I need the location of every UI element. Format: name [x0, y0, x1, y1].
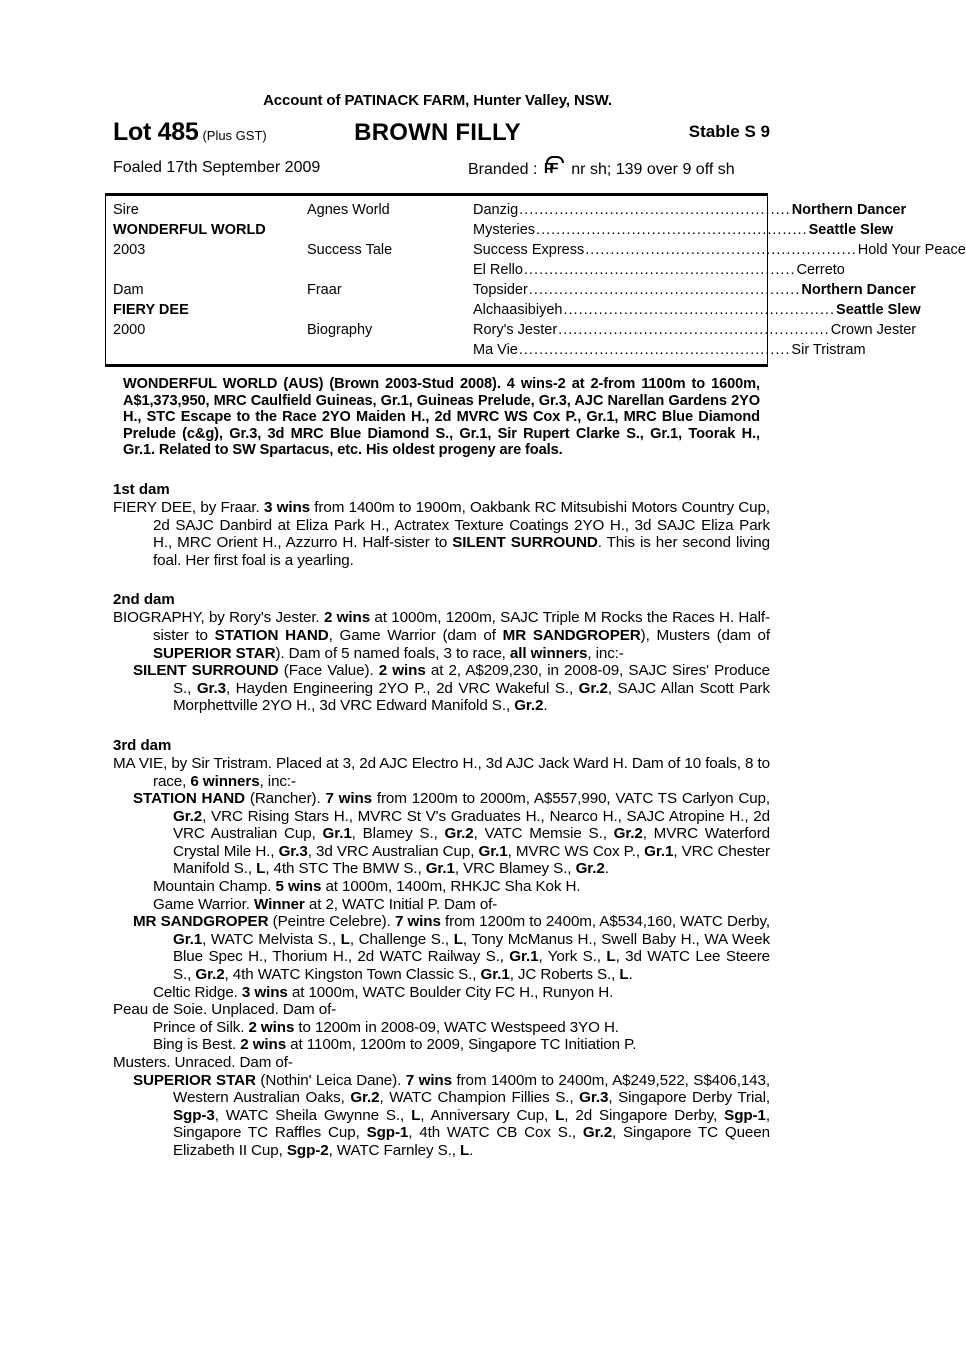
- entry-emphasis: 7 wins: [325, 790, 373, 808]
- third-gen-left: Mysteries: [473, 222, 536, 238]
- pedigree-row: [106, 280, 916, 300]
- third-gen-right: Sir Tristram: [791, 342, 866, 358]
- entry-text: , Hayden Engineering 2YO P., 2d VRC Wakeful S.,: [226, 679, 579, 697]
- sire-dam-name: Success Tale: [307, 242, 393, 258]
- entry-text: , Blamey S.,: [351, 825, 445, 843]
- entry-emphasis: 6 winners: [190, 772, 260, 790]
- entry-text: , Anniversary Cup,: [420, 1106, 556, 1124]
- entry-text: (Rancher).: [245, 790, 326, 808]
- entry-text: Prince of Silk.: [153, 1018, 249, 1036]
- entry-text: Bing is Best.: [153, 1036, 241, 1054]
- entry-text: MA VIE, by Sir Tristram. Placed at 3, 2d AJC Electro H., 3d AJC Jack Ward H. Dam of 10 foals, 8 to race,: [113, 754, 770, 790]
- leader-dots: ......................................................: [523, 262, 796, 278]
- leader-dots: ......................................................: [528, 282, 801, 298]
- branded-label: Branded :: [468, 161, 542, 178]
- entry-emphasis: Gr.1: [480, 966, 510, 984]
- dam-name: FIERY DEE: [113, 302, 189, 318]
- entry-text: , VRC Chester Manifold S.,: [173, 842, 770, 878]
- entry-emphasis: Gr.1: [425, 860, 455, 878]
- entry-emphasis: 5 wins: [275, 878, 322, 896]
- leader-dots: ......................................................: [518, 342, 791, 358]
- entry-text: ), Musters (dam of: [640, 626, 770, 644]
- entry-text: Game Warrior.: [153, 895, 254, 913]
- pedigree-row: [106, 200, 907, 220]
- dam-section: [105, 591, 770, 715]
- pedigree-row: [106, 320, 917, 340]
- entry-emphasis: 2 wins: [378, 662, 426, 680]
- entry-text: Mountain Champ.: [153, 878, 276, 896]
- branded-suffix: nr sh; 139 over 9 off sh: [566, 161, 735, 178]
- pedigree-third-gen-cell: [473, 300, 921, 320]
- stable-number: Stable S 9: [688, 122, 770, 141]
- sire-name: WONDERFUL WORLD: [113, 222, 266, 238]
- entry-emphasis: 2 wins: [248, 1018, 295, 1036]
- dam-label: Dam: [113, 282, 144, 298]
- entry-text: , 2d Singapore Derby,: [564, 1106, 725, 1124]
- brand-letters: PF: [543, 160, 554, 177]
- entry-text: at 1000m, 1400m, RHKJC Sha Kok H.: [321, 878, 581, 896]
- entry-text: .: [628, 966, 633, 984]
- entry-text: Peau de Soie. Unplaced. Dam of-: [113, 1001, 337, 1019]
- dam-sire-name: Fraar: [307, 282, 342, 298]
- entry-text: , 3d WATC Lee Steere S.,: [173, 948, 770, 984]
- third-gen-left: Success Express: [473, 242, 585, 258]
- entry-emphasis: L: [555, 1106, 565, 1124]
- entry-text: , VRC Rising Stars H., MVRC St V's Graduates H., Nearco H., SAJC Atropine H., 2d VRC Australian Cup,: [173, 807, 770, 843]
- third-gen-left: Danzig: [473, 202, 519, 218]
- entry-emphasis: MR SANDGROPER: [133, 913, 269, 931]
- third-gen-right: Seattle Slew: [808, 222, 894, 238]
- pedigree-third-gen-cell: [473, 320, 917, 340]
- pedigree-entry: [105, 878, 770, 896]
- entry-emphasis: Gr.2: [195, 966, 225, 984]
- entry-emphasis: Gr.2: [578, 679, 608, 697]
- third-gen-left: Ma Vie: [473, 342, 518, 358]
- entry-text: FIERY DEE, by Fraar.: [113, 498, 264, 516]
- leader-dots: ......................................................: [585, 242, 857, 258]
- catalogue-sheet: [105, 0, 966, 1160]
- lot-number: Lot 485: [113, 118, 199, 146]
- pedigree-row: [106, 300, 921, 320]
- entry-text: BIOGRAPHY, by Rory's Jester.: [113, 609, 324, 627]
- entry-emphasis: 2 wins: [323, 609, 371, 627]
- entry-text: at 1100m, 1200m to 2009, Singapore TC Initiation P.: [286, 1036, 637, 1054]
- entry-text: (Face Value).: [278, 662, 379, 680]
- dam-year: 2000: [113, 322, 146, 338]
- pf-brand-icon: [544, 159, 566, 177]
- entry-text: .: [469, 1141, 474, 1159]
- sire-label: Sire: [113, 202, 139, 218]
- entry-emphasis: STATION HAND: [133, 790, 246, 808]
- entry-emphasis: Gr.2: [350, 1089, 380, 1107]
- dam-section: [105, 481, 770, 569]
- pedigree-entry: [105, 662, 770, 715]
- sire-year: 2003: [113, 242, 146, 258]
- sire-sire-name: Agnes World: [307, 202, 390, 218]
- entry-text: , Singapore TC Raffles Cup,: [173, 1106, 770, 1142]
- entry-text: , WATC Sheila Gwynne S.,: [214, 1106, 412, 1124]
- pedigree-entry: [105, 896, 770, 914]
- entry-text: , 4th STC The BMW S.,: [265, 860, 426, 878]
- entry-text: ). Dam of 5 named foals, 3 to race,: [275, 644, 510, 662]
- entry-emphasis: Gr.2: [575, 860, 605, 878]
- pedigree-entry: [105, 984, 770, 1002]
- entry-emphasis: Gr.3: [579, 1089, 609, 1107]
- entry-emphasis: SUPERIOR STAR: [153, 644, 276, 662]
- entry-text: at 1000m, WATC Boulder City FC H., Runyon H.: [287, 983, 614, 1001]
- entry-text: Musters. Unraced. Dam of-: [113, 1054, 293, 1071]
- pedigree-third-gen-cell: [473, 240, 966, 260]
- pedigree-entry: [105, 1001, 770, 1019]
- entry-text: , VRC Blamey S.,: [454, 860, 576, 878]
- sire-summary-paragraph: WONDERFUL WORLD (AUS) (Brown 2003-Stud 2008). 4 wins-2 at 2-from 1100m to 1600m, A$1,373,950, MRC Caulfield Guineas, Gr.1, Guineas Prelude, Gr.3, AJC Narellan Gardens 2YO H., STC Escape to the Race 2YO Maiden H., 2d MVRC WS Cox P., Gr.1, MRC Blue Diamond Prelude (c&g), Gr.3, 3d MRC Blue Diamond S., Gr.1, Sir Rupert Clarke S., Gr.1, Toorak H., Gr.1. Related to SW Spartacus, etc. His oldest progeny are foals.: [123, 376, 760, 459]
- entry-text: , JC Roberts S.,: [509, 966, 620, 984]
- third-gen-left: Topsider: [473, 282, 528, 298]
- entry-text: , MVRC Waterford Crystal Mile H.,: [173, 825, 770, 860]
- dam-sections: [105, 481, 770, 1160]
- pedigree-entry: [105, 609, 770, 662]
- entry-text: . This is her second living foal. Her first foal is a yearling.: [153, 534, 770, 569]
- entry-emphasis: Gr.3: [278, 842, 308, 860]
- foaled-branded-row: [105, 159, 770, 183]
- leader-dots: ......................................................: [563, 302, 836, 318]
- entry-text: (Peintre Celebre).: [268, 913, 395, 931]
- entry-emphasis: Gr.2: [582, 1124, 613, 1142]
- dam-heading: 1st dam: [113, 480, 170, 498]
- entry-text: .: [604, 860, 609, 878]
- entry-text: , WATC Farnley S.,: [328, 1141, 460, 1159]
- pedigree-entry: [105, 755, 770, 790]
- entry-text: from 1400m to 2400m, A$249,522, S$406,143, Western Australian Oaks,: [173, 1071, 770, 1107]
- entry-text: , Challenge S.,: [349, 930, 454, 948]
- third-gen-right: Northern Dancer: [801, 282, 916, 298]
- pedigree-third-gen-cell: [473, 340, 866, 360]
- entry-text: .: [543, 697, 548, 715]
- entry-emphasis: L: [256, 860, 266, 878]
- dam-dam-name: Biography: [307, 322, 373, 338]
- entry-text: , SAJC Allan Scott Park Morphettville 2YO H., 3d VRC Edward Manifold S.,: [173, 679, 771, 715]
- entry-emphasis: Gr.2: [444, 825, 474, 843]
- entry-text: from 1200m to 2000m, A$557,990, VATC TS Carlyon Cup,: [372, 790, 771, 808]
- entry-emphasis: SILENT SURROUND: [452, 534, 598, 552]
- pedigree-third-gen-cell: [473, 280, 916, 300]
- entry-emphasis: Sgp-1: [724, 1106, 766, 1124]
- gst-note: (Plus GST): [202, 128, 267, 143]
- entry-text: at 2, A$209,230, in 2008-09, SAJC Sires' Produce S.,: [173, 662, 770, 697]
- entry-emphasis: L: [453, 930, 463, 948]
- entry-emphasis: SUPERIOR STAR: [133, 1071, 256, 1089]
- entry-text: (Nothin' Leica Dane).: [255, 1071, 406, 1089]
- third-gen-right: Crown Jester: [830, 322, 917, 338]
- entry-text: , inc:-: [587, 644, 624, 662]
- third-gen-right: Seattle Slew: [836, 302, 921, 318]
- pedigree-row: [106, 220, 894, 240]
- entry-emphasis: Gr.3: [196, 679, 226, 697]
- entry-emphasis: Gr.1: [478, 842, 508, 860]
- entry-text: , Tony McManus H., Swell Baby H., WA Week Blue Spec H., Thorium H., 2d WATC Railway S.,: [173, 930, 770, 966]
- entry-emphasis: Gr.2: [613, 825, 643, 843]
- entry-emphasis: Gr.1: [322, 825, 352, 843]
- pedigree-third-gen-cell: [473, 220, 894, 240]
- entry-emphasis: Gr.2: [173, 807, 203, 825]
- pedigree-row: [106, 260, 845, 280]
- entry-text: , 4th WATC Kingston Town Classic S.,: [224, 966, 481, 984]
- entry-text: , York S.,: [538, 948, 607, 966]
- entry-text: , VATC Memsie S.,: [473, 825, 614, 843]
- entry-emphasis: L: [460, 1141, 470, 1159]
- entry-text: from 1400m to 1900m, Oakbank RC Mitsubishi Motors Country Cup, 2d SAJC Danbird at Eliza Park H., Actratex Texture Coatings 2YO H., 3d SAJC Eliza Park H., MRC Orient H., Azzurro H. Half-sister to: [153, 498, 770, 552]
- pedigree-third-gen-cell: [473, 260, 845, 280]
- third-gen-left: El Rello: [473, 262, 523, 278]
- pedigree-entry: [105, 913, 770, 983]
- entry-emphasis: 3 wins: [241, 983, 288, 1001]
- third-gen-right: Hold Your Peace: [857, 242, 966, 258]
- entry-text: , MVRC WS Cox P.,: [507, 842, 645, 860]
- entry-emphasis: 2 wins: [240, 1036, 287, 1054]
- entry-emphasis: L: [619, 966, 629, 984]
- account-line: Account of PATINACK FARM, Hunter Valley, NSW.: [263, 92, 612, 109]
- pedigree-entry: [105, 1019, 770, 1037]
- entry-emphasis: Sgp-1: [366, 1124, 409, 1142]
- entry-text: at 1000m, 1200m, SAJC Triple M Rocks the Races H. Half-sister to: [153, 609, 770, 644]
- leader-dots: ......................................................: [536, 222, 808, 238]
- entry-emphasis: Sgp-3: [173, 1106, 215, 1124]
- entry-emphasis: L: [411, 1106, 421, 1124]
- pedigree-entry: [105, 790, 770, 878]
- entry-text: , Singapore TC Queen Elizabeth II Cup,: [173, 1124, 770, 1159]
- pedigree-entry: [105, 499, 770, 569]
- entry-emphasis: Gr.2: [514, 697, 544, 715]
- entry-text: , 4th WATC CB Cox S.,: [408, 1124, 583, 1142]
- dam-section: [105, 737, 770, 1160]
- entry-text: , Game Warrior (dam of: [328, 626, 503, 644]
- entry-emphasis: STATION HAND: [214, 626, 329, 644]
- entry-text: to 1200m in 2008-09, WATC Westspeed 3YO H.: [294, 1018, 619, 1036]
- branded-info: [468, 159, 735, 179]
- leader-dots: ......................................................: [519, 202, 791, 218]
- third-gen-right: Cerreto: [796, 262, 845, 278]
- leader-dots: ......................................................: [558, 322, 830, 338]
- entry-text: , WATC Champion Fillies S.,: [379, 1089, 580, 1107]
- entry-emphasis: L: [606, 948, 616, 966]
- pedigree-row: [106, 240, 966, 260]
- entry-emphasis: MR SANDGROPER: [502, 626, 641, 644]
- lot-title-row: [105, 118, 770, 150]
- entry-emphasis: Gr.1: [173, 930, 203, 948]
- entry-text: , 3d VRC Australian Cup,: [307, 842, 479, 860]
- entry-emphasis: Gr.1: [509, 948, 539, 966]
- entry-emphasis: L: [340, 930, 350, 948]
- entry-text: , inc:-: [259, 772, 296, 790]
- entry-text: Celtic Ridge.: [153, 983, 242, 1001]
- entry-text: , Singapore Derby Trial,: [608, 1089, 770, 1107]
- entry-emphasis: Gr.1: [644, 842, 674, 860]
- pedigree-entry: [105, 1054, 770, 1072]
- entry-emphasis: Sgp-2: [286, 1141, 329, 1159]
- entry-text: from 1200m to 2400m, A$534,160, WATC Derby,: [440, 913, 770, 931]
- pedigree-table: [105, 193, 966, 367]
- entry-emphasis: 3 wins: [263, 498, 310, 516]
- entry-emphasis: Winner: [254, 895, 305, 913]
- pedigree-entry: [105, 1072, 770, 1160]
- entry-emphasis: SILENT SURROUND: [133, 662, 279, 680]
- entry-text: at 2, WATC Initial P. Dam of-: [304, 895, 498, 913]
- entry-emphasis: 7 wins: [405, 1071, 452, 1089]
- entry-emphasis: 7 wins: [394, 913, 441, 931]
- entry-text: , WATC Melvista S.,: [202, 930, 341, 948]
- pedigree-row: [106, 340, 866, 360]
- pedigree-third-gen-cell: [473, 200, 907, 220]
- third-gen-left: Rory's Jester: [473, 322, 558, 338]
- dam-heading: 2nd dam: [113, 591, 175, 609]
- third-gen-right: Northern Dancer: [791, 202, 907, 218]
- entry-emphasis: all winners: [509, 644, 588, 662]
- dam-heading: 3rd dam: [113, 736, 172, 754]
- colour-and-sex: BROWN FILLY: [354, 119, 521, 146]
- pedigree-entry: [105, 1036, 770, 1054]
- foaled-date: Foaled 17th September 2009: [113, 159, 321, 176]
- third-gen-left: Alchaasibiyeh: [473, 302, 563, 318]
